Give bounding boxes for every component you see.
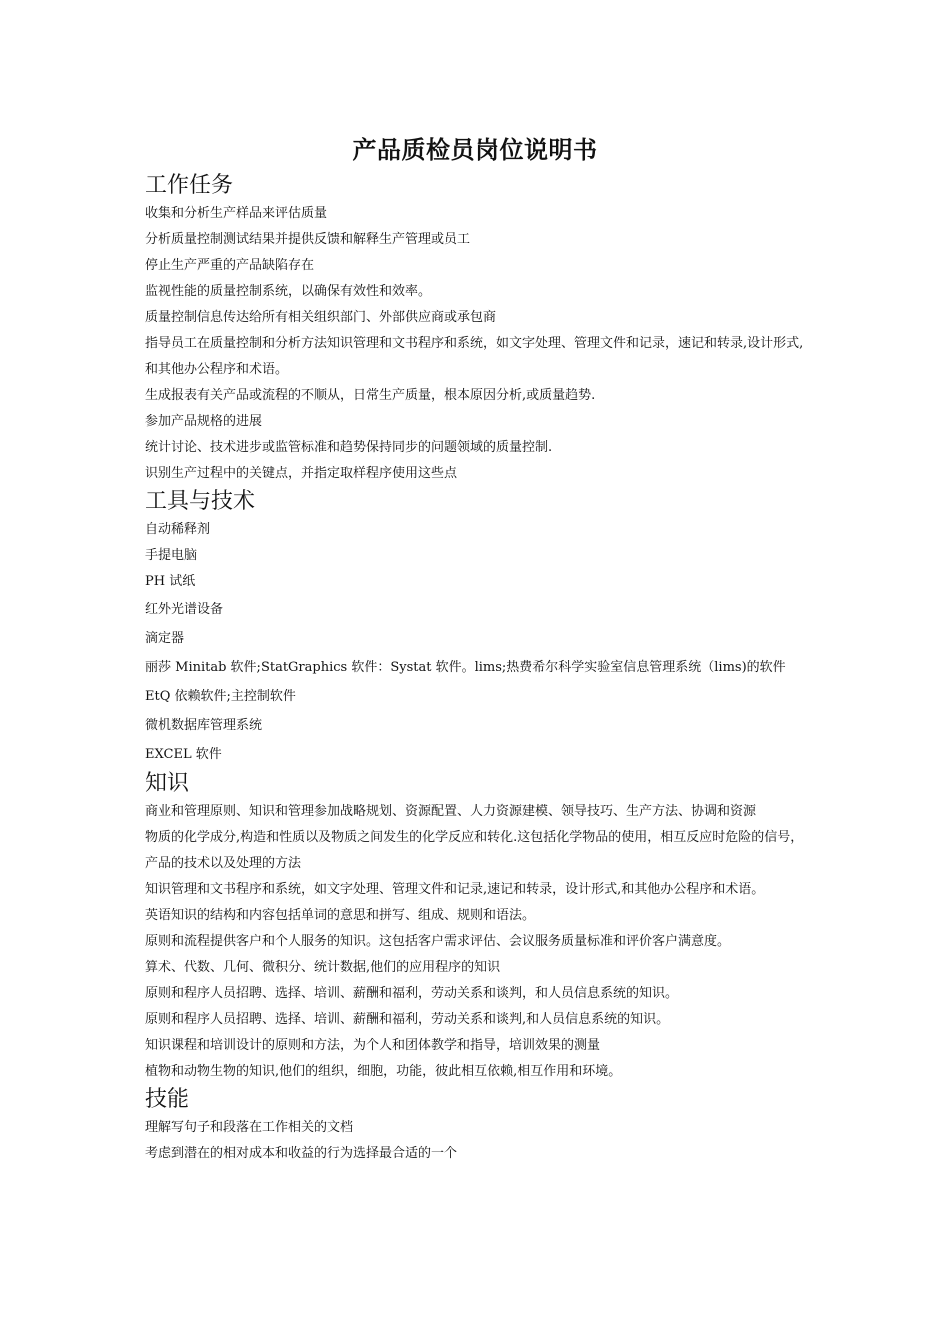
list-item: 收集和分析生产样品来评估质量 [145, 206, 328, 221]
document-title: 产品质检员岗位说明书 [352, 136, 598, 164]
list-item: 知识课程和培训设计的原则和方法，为个人和团体教学和指导，培训效果的测量 [145, 1038, 601, 1053]
list-item: 滴定器 [145, 631, 185, 646]
list-item: 丽莎 Minitab 软件;StatGraphics 软件：Systat 软件。lims;热费希尔科学实验室信息管理系统（lims)的软件 EtQ 依赖软件;主控制软件 [145, 660, 786, 704]
list-item: 指导员工在质量控制和分析方法知识管理和文书程序和系统，如文字处理、管理文件和记录，速记和转录,设计形式,和其他办公程序和术语。 [145, 336, 804, 377]
list-item: PH 试纸 [145, 574, 196, 589]
list-item: 算术、代数、几何、微积分、统计数据,他们的应用程序的知识 [145, 960, 501, 975]
section-heading: 工具与技术 [145, 489, 256, 514]
list-item: 商业和管理原则、知识和管理参加战略规划、资源配置、人力资源建模、领导技巧、生产方法、协调和资源 [145, 804, 757, 819]
list-item: 自动稀释剂 [145, 522, 211, 537]
section-work-tasks [145, 171, 813, 487]
section-skills [145, 1085, 813, 1167]
list-item: 质量控制信息传达给所有相关组织部门、外部供应商或承包商 [145, 310, 497, 325]
section-heading: 知识 [145, 771, 190, 796]
list-item: 考虑到潜在的相对成本和收益的行为选择最合适的一个 [145, 1146, 458, 1161]
list-item: 植物和动物生物的知识,他们的组织，细胞，功能，彼此相互依赖,相互作用和环境。 [145, 1064, 622, 1079]
list-item: 原则和流程提供客户和个人服务的知识。这包括客户需求评估、会议服务质量标准和评价客户满意度。 [145, 934, 731, 949]
section-knowledge [145, 769, 813, 1085]
list-item: 红外光谱设备 [145, 602, 224, 617]
document-body [145, 171, 813, 1167]
list-item: 统计讨论、技术进步或监管标准和趋势保持同步的问题领域的质量控制. [145, 440, 553, 455]
list-item: 英语知识的结构和内容包括单词的意思和拼写、组成、规则和语法。 [145, 908, 536, 923]
list-item: 识别生产过程中的关键点，并指定取样程序使用这些点 [145, 466, 458, 481]
section-tools-technology [145, 487, 813, 769]
list-item: 分析质量控制测试结果并提供反馈和解释生产管理或员工 [145, 232, 471, 247]
list-item: EXCEL 软件 [145, 747, 222, 762]
list-item: 生成报表有关产品或流程的不顺从，日常生产质量，根本原因分析,或质量趋势. [145, 388, 596, 403]
list-item: 微机数据库管理系统 [145, 718, 263, 733]
list-item: 原则和程序人员招聘、选择、培训、薪酬和福利，劳动关系和谈判,和人员信息系统的知识。 [145, 1012, 670, 1027]
list-item: 参加产品规格的进展 [145, 414, 263, 429]
list-item: 理解写句子和段落在工作相关的文档 [145, 1120, 354, 1135]
list-item: 手提电脑 [145, 548, 198, 563]
list-item: 监视性能的质量控制系统，以确保有效性和效率。 [145, 284, 432, 299]
list-item: 知识管理和文书程序和系统，如文字处理、管理文件和记录,速记和转录，设计形式,和其他办公程序和术语。 [145, 882, 765, 897]
list-item: 停止生产严重的产品缺陷存在 [145, 258, 315, 273]
list-item: 原则和程序人员招聘、选择、培训、薪酬和福利，劳动关系和谈判，和人员信息系统的知识。 [145, 986, 679, 1001]
section-heading: 技能 [145, 1087, 190, 1112]
section-heading: 工作任务 [145, 173, 234, 198]
list-item: 物质的化学成分,构造和性质以及物质之间发生的化学反应和转化.这包括化学物品的使用，相互反应时危险的信号，产品的技术以及处理的方法 [145, 830, 804, 871]
